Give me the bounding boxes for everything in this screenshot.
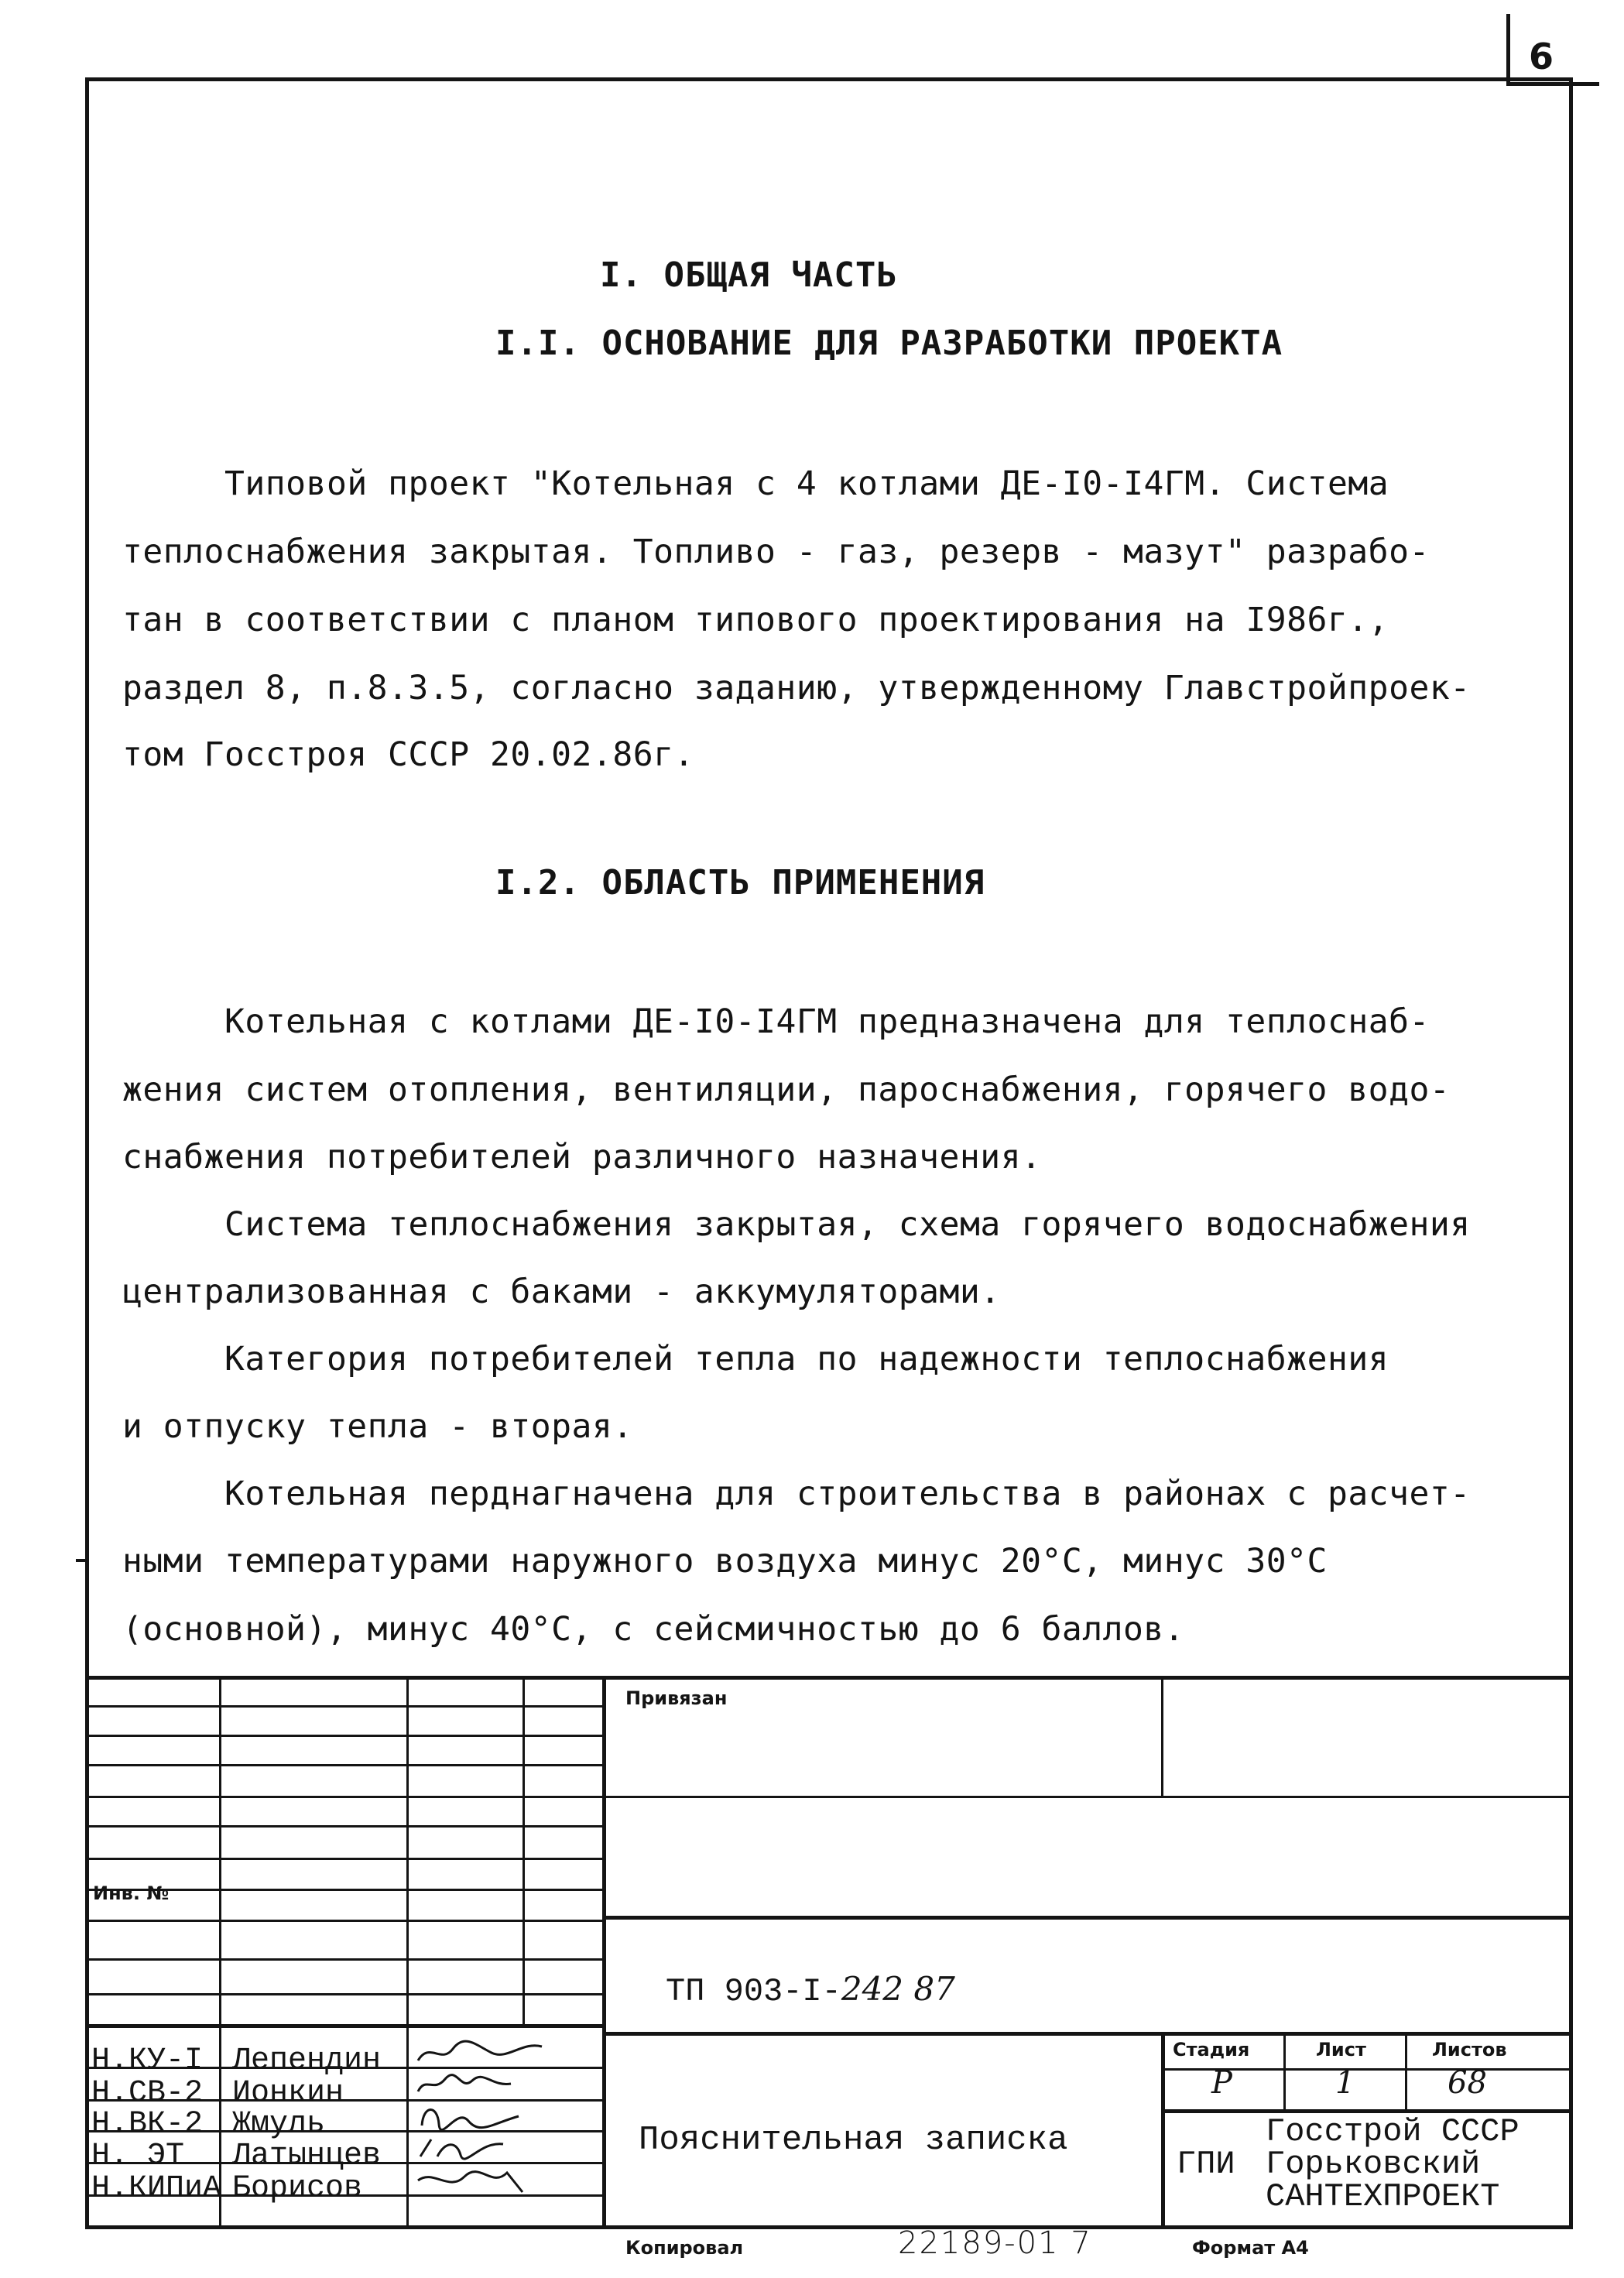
- margin-tick: [76, 1559, 87, 1562]
- org-line-1: Госстрой СССР: [1266, 2113, 1520, 2150]
- grid-line: [85, 1735, 602, 1737]
- grid-line: [602, 1676, 606, 2229]
- text-line: теплоснабжения закрытая. Топливо - газ, резерв - мазут" разрабо-: [122, 533, 1430, 571]
- grid-line: [85, 1920, 602, 1922]
- copied-label: Копировал: [625, 2237, 744, 2259]
- grid-line: [1405, 2032, 1407, 2109]
- signature-name: Жмуль: [232, 2107, 326, 2142]
- document-code-handwritten: 242 87: [841, 1970, 955, 2008]
- grid-line: [522, 1676, 525, 2024]
- handwritten-signature: [414, 2133, 507, 2163]
- grid-line: [602, 2032, 1573, 2036]
- grid-line: [85, 1764, 602, 1766]
- sheets-label: Листов: [1432, 2039, 1507, 2060]
- grid-line: [219, 1676, 221, 2024]
- page-tab-divider: [1506, 14, 1510, 85]
- sheet-value: 1: [1335, 2065, 1355, 2101]
- text-line: тан в соответствии с планом типового проектирования на I986г.,: [122, 601, 1389, 639]
- grid-line: [85, 1825, 602, 1828]
- signature-name: Лепендин: [232, 2043, 382, 2078]
- grid-line: [602, 1916, 1573, 1920]
- text-line: том Госстроя СССР 20.02.86г.: [122, 735, 694, 774]
- grid-line: [85, 1993, 602, 1995]
- section-1-title: I. ОБЩАЯ ЧАСТЬ: [600, 255, 898, 295]
- text-line: и отпуску тепла - вторая.: [122, 1407, 633, 1446]
- handwritten-signature: [414, 2101, 522, 2130]
- archive-number: 22189-01 7: [898, 2225, 1092, 2261]
- stage-value: Р: [1211, 2065, 1232, 2101]
- grid-line: [1283, 2032, 1286, 2109]
- text-line: Котельная с котлами ДЕ-I0-I4ГМ предназначена для теплоснаб-: [224, 1002, 1430, 1041]
- grid-line: [406, 1676, 409, 2024]
- sheet-label: Лист: [1316, 2039, 1366, 2060]
- signature-role: Н.КУ-I: [91, 2043, 204, 2078]
- privyazan-label: Привязан: [625, 1687, 728, 1709]
- grid-line: [406, 2024, 409, 2229]
- grid-line: [602, 1796, 1573, 1798]
- text-line: снабжения потребителей различного назначения.: [122, 1138, 1042, 1177]
- inventory-number-label: Инв. №: [93, 1882, 170, 1904]
- text-line: Система теплоснабжения закрытая, схема горячего водоснабжения: [224, 1205, 1471, 1244]
- grid-line: [85, 1705, 602, 1708]
- signature-name: Латынцев: [232, 2139, 382, 2174]
- text-line: Котельная перднагначена для строительства в районах с расчет-: [224, 1475, 1471, 1513]
- grid-line: [85, 1796, 602, 1798]
- sheets-value: 68: [1448, 2065, 1487, 2101]
- section-1-1-title: I.I. ОСНОВАНИЕ ДЛЯ РАЗРАБОТКИ ПРОЕКТА: [495, 324, 1283, 363]
- document-title: Пояснительная записка: [639, 2121, 1068, 2160]
- signature-name: Борисов: [232, 2171, 363, 2206]
- signature-role: Н.СВ-2: [91, 2076, 204, 2111]
- format-label: Формат А4: [1192, 2237, 1309, 2259]
- document-code-prefix: ТП 903-I-: [666, 1973, 841, 2010]
- grid-line: [85, 1858, 602, 1860]
- section-1-2-title: I.2. ОБЛАСТЬ ПРИМЕНЕНИЯ: [495, 863, 985, 903]
- text-line: жения систем отопления, вентиляции, пароснабжения, горячего водо-: [122, 1070, 1451, 1109]
- text-line: ными температурами наружного воздуха минус 20°С, минус 30°С: [122, 1542, 1328, 1581]
- document-code: [666, 1970, 955, 2010]
- signature-role: Н.КИПиА: [91, 2171, 222, 2206]
- text-line: Типовой проект "Котельная с 4 котлами ДЕ-I0-I4ГМ. Система: [224, 464, 1389, 503]
- text-line: (основной), минус 40°С, с сейсмичностью до 6 баллов.: [122, 1610, 1185, 1649]
- stage-label: Стадия: [1173, 2039, 1250, 2060]
- grid-line: [85, 1958, 602, 1961]
- sheet-number: 6: [1529, 36, 1554, 77]
- signature-role: Н.ВК-2: [91, 2107, 204, 2142]
- grid-line: [85, 2024, 602, 2028]
- text-line: Категория потребителей тепла по надежности теплоснабжения: [224, 1340, 1389, 1379]
- grid-line: [1161, 2032, 1165, 2229]
- handwritten-signature: [414, 2037, 546, 2068]
- org-line-3: САНТЕХПРОЕКТ: [1266, 2178, 1500, 2215]
- title-block-top-border: [85, 1676, 1573, 1680]
- org-line-2-prefix: ГПИ: [1177, 2146, 1235, 2183]
- text-line: раздел 8, п.8.3.5, согласно заданию, утвержденному Главстройпроек-: [122, 669, 1471, 707]
- text-line: централизованная с баками - аккумуляторами.: [122, 1273, 1001, 1311]
- signature-name: Ионкин: [232, 2076, 344, 2111]
- grid-line: [1161, 1676, 1163, 1796]
- signature-role: Н. ЭТ: [91, 2139, 185, 2174]
- handwritten-signature: [414, 2070, 515, 2099]
- org-line-2: Горьковский: [1266, 2146, 1481, 2183]
- handwritten-signature: [414, 2165, 530, 2196]
